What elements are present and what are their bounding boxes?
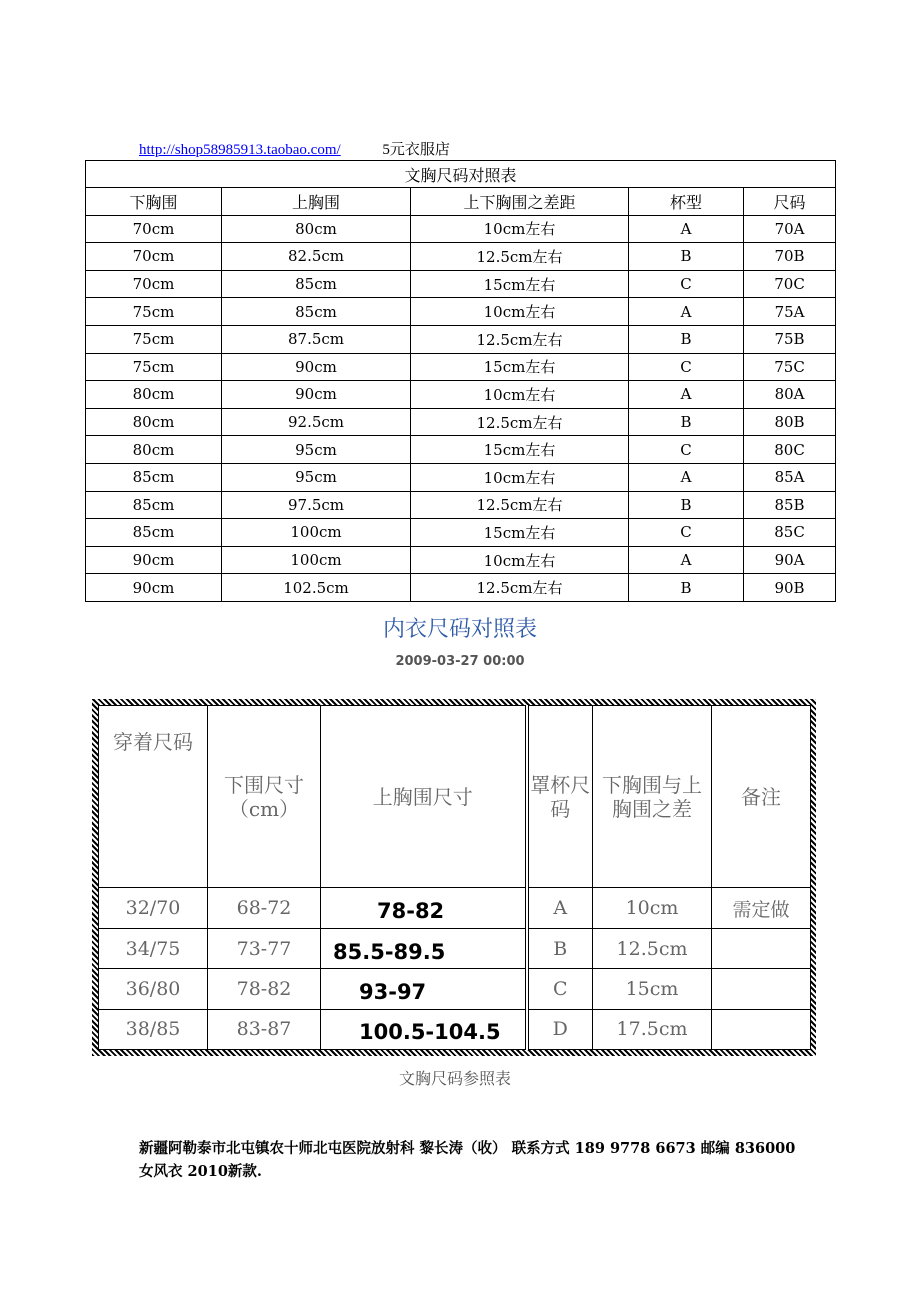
table1-cell: 80C — [744, 436, 836, 464]
table1-cell: 90cm — [222, 381, 411, 409]
table1-cell: 80cm — [86, 408, 222, 436]
table1-cell: 75C — [744, 353, 836, 381]
table1-cell: B — [629, 408, 744, 436]
table2-cell — [712, 1009, 811, 1049]
table-row — [86, 353, 836, 381]
table-row — [86, 298, 836, 326]
table2-cell: 78-82 — [321, 888, 527, 928]
table2-cell: 93-97 — [321, 969, 527, 1009]
table1-cell: A — [629, 381, 744, 409]
table1-cell: 90B — [744, 574, 836, 602]
table1-cell: 15cm左右 — [411, 353, 629, 381]
table2-cell — [712, 928, 811, 968]
table1-cell: 75B — [744, 325, 836, 353]
table-row — [86, 381, 836, 409]
table1-cell: 10cm左右 — [411, 215, 629, 243]
table2-cell: 10cm — [593, 888, 712, 928]
table1-cell: C — [629, 353, 744, 381]
table2-header-cell: 穿着尺码 — [99, 706, 208, 888]
table2-cell: D — [527, 1009, 593, 1049]
table2-cell: 78-82 — [208, 969, 321, 1009]
table2-cell: 15cm — [593, 969, 712, 1009]
table2-header-cell: 下围尺寸（cm） — [208, 706, 321, 888]
table1-cell: 85cm — [86, 519, 222, 547]
header-line — [139, 138, 450, 159]
section2-date: 2009-03-27 00:00 — [395, 654, 525, 669]
table-row — [86, 243, 836, 271]
table-row — [86, 491, 836, 519]
section2-title: 内衣尺码对照表 — [382, 617, 537, 642]
table1-cell: 90cm — [222, 353, 411, 381]
table1-cell: 100cm — [222, 519, 411, 547]
footer — [139, 1137, 799, 1183]
table1-cell: 87.5cm — [222, 325, 411, 353]
table-row — [99, 928, 811, 968]
table1-header-cell: 上胸围 — [222, 188, 411, 216]
table2-cell: C — [527, 969, 593, 1009]
table1-cell: 70cm — [86, 270, 222, 298]
table-row — [86, 436, 836, 464]
table1-cell: 85cm — [222, 270, 411, 298]
table2-cell: 17.5cm — [593, 1009, 712, 1049]
table1-cell: 12.5cm左右 — [411, 408, 629, 436]
table1-cell: 75cm — [86, 325, 222, 353]
table1-cell: C — [629, 436, 744, 464]
table1-cell: 90cm — [86, 574, 222, 602]
table1-cell: C — [629, 519, 744, 547]
table1-cell: A — [629, 546, 744, 574]
table2-caption: 文胸尺码参照表 — [398, 1069, 511, 1088]
table2-body — [99, 888, 811, 1050]
table1-cell: 75cm — [86, 298, 222, 326]
table1-cell: 10cm左右 — [411, 298, 629, 326]
table1-cell: 92.5cm — [222, 408, 411, 436]
table2-cell: 需定做 — [712, 888, 811, 928]
table1-cell: 70cm — [86, 243, 222, 271]
table1-cell: 85B — [744, 491, 836, 519]
table-row — [99, 969, 811, 1009]
table1-header-cell: 上下胸围之差距 — [411, 188, 629, 216]
table-row — [86, 519, 836, 547]
table2-cell: 36/80 — [99, 969, 208, 1009]
table-row — [86, 408, 836, 436]
table2-cell: 32/70 — [99, 888, 208, 928]
table1-cell: 70B — [744, 243, 836, 271]
table1-cell: 102.5cm — [222, 574, 411, 602]
underwear-size-table — [98, 705, 811, 1050]
table-row — [86, 574, 836, 602]
table1-header-cell: 杯型 — [629, 188, 744, 216]
table1-cell: B — [629, 491, 744, 519]
table1-cell: 10cm左右 — [411, 381, 629, 409]
table1-cell: 10cm左右 — [411, 546, 629, 574]
table2-cell — [712, 969, 811, 1009]
table2-header-cell: 备注 — [712, 706, 811, 888]
table1-cell: 70A — [744, 215, 836, 243]
table1-cell: 12.5cm左右 — [411, 574, 629, 602]
table1-cell: 85A — [744, 463, 836, 491]
table-row — [86, 215, 836, 243]
table1-cell: 12.5cm左右 — [411, 243, 629, 271]
table-row — [86, 546, 836, 574]
table1-cell: A — [629, 463, 744, 491]
table1-cell: 70C — [744, 270, 836, 298]
shop-url-link[interactable]: http://shop58985913.taobao.com/ — [139, 142, 341, 158]
table2-cell: 73-77 — [208, 928, 321, 968]
table1-cell: 85cm — [222, 298, 411, 326]
table1-cell: B — [629, 243, 744, 271]
table1-cell: B — [629, 574, 744, 602]
table1-cell: 85C — [744, 519, 836, 547]
table1-cell: 82.5cm — [222, 243, 411, 271]
table1-cell: 10cm左右 — [411, 463, 629, 491]
table1-cell: 15cm左右 — [411, 270, 629, 298]
table1-cell: 90cm — [86, 546, 222, 574]
table1-cell: 12.5cm左右 — [411, 325, 629, 353]
table2-header-row — [99, 706, 811, 888]
table1-header-cell: 下胸围 — [86, 188, 222, 216]
table2-cell: 38/85 — [99, 1009, 208, 1049]
table1-caption: 文胸尺码对照表 — [86, 161, 836, 188]
table-row — [86, 270, 836, 298]
table2-cell: A — [527, 888, 593, 928]
table1-cell: 80cm — [86, 436, 222, 464]
table2-cell: 100.5-104.5 — [321, 1009, 527, 1049]
table1-cell: 90A — [744, 546, 836, 574]
table2-header-cell: 下胸围与上胸围之差 — [593, 706, 712, 888]
table1-cell: 85cm — [86, 491, 222, 519]
table2-header-cell: 罩杯尺码 — [527, 706, 593, 888]
footer-address: 新疆阿勒泰市北屯镇农十师北屯医院放射科 黎长涛（收） 联系方式 189 9778 6673 邮编 836000 — [139, 1140, 796, 1157]
table2-cell: 83-87 — [208, 1009, 321, 1049]
bra-size-table — [85, 160, 836, 602]
table2-cell: 68-72 — [208, 888, 321, 928]
table1-cell: 80cm — [86, 381, 222, 409]
table2-cell: 85.5-89.5 — [321, 928, 527, 968]
table1-cell: B — [629, 325, 744, 353]
table1-cell: 85cm — [86, 463, 222, 491]
table1-cell: 80A — [744, 381, 836, 409]
table1-cell: 15cm左右 — [411, 436, 629, 464]
table-row — [86, 325, 836, 353]
table2-cell: 12.5cm — [593, 928, 712, 968]
underwear-size-table-frame — [92, 699, 816, 1056]
table1-cell: 80B — [744, 408, 836, 436]
footer-note: 女风衣 2010新款. — [139, 1163, 262, 1180]
table1-cell: 75A — [744, 298, 836, 326]
table1-cell: 100cm — [222, 546, 411, 574]
table1-cell: A — [629, 298, 744, 326]
table1-header-row — [86, 188, 836, 216]
table1-cell: 80cm — [222, 215, 411, 243]
table2-header-cell: 上胸围尺寸 — [321, 706, 527, 888]
table2-cell: 34/75 — [99, 928, 208, 968]
table1-header-cell: 尺码 — [744, 188, 836, 216]
table1-cell: 95cm — [222, 463, 411, 491]
table1-cell: 15cm左右 — [411, 519, 629, 547]
table1-cell: 95cm — [222, 436, 411, 464]
shop-name: 5元衣服店 — [382, 142, 450, 158]
table1-cell: 70cm — [86, 215, 222, 243]
table1-cell: 75cm — [86, 353, 222, 381]
table2-cell: B — [527, 928, 593, 968]
table1-cell: C — [629, 270, 744, 298]
table-row — [99, 888, 811, 928]
table-row — [99, 1009, 811, 1049]
table1-cell: 12.5cm左右 — [411, 491, 629, 519]
table1-body — [86, 215, 836, 601]
table-row — [86, 463, 836, 491]
table1-cell: A — [629, 215, 744, 243]
table1-cell: 97.5cm — [222, 491, 411, 519]
